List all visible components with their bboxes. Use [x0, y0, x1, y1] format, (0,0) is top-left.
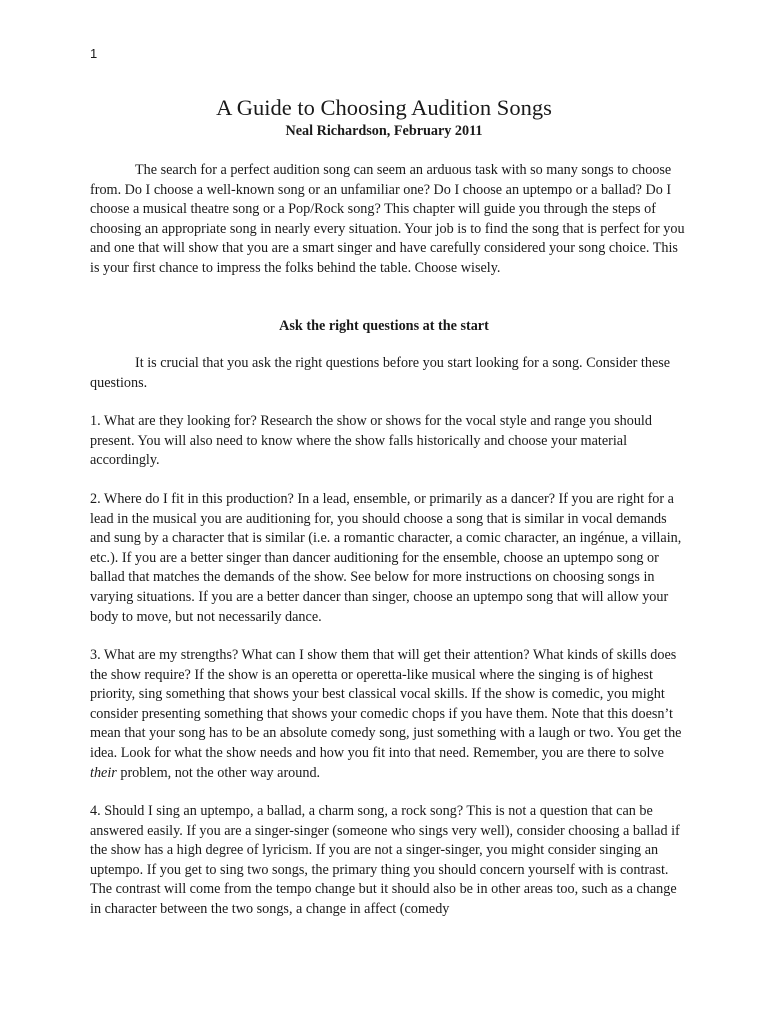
question-3-emphasis: their [90, 764, 117, 781]
page-number: 1 [90, 46, 98, 61]
intro-paragraph: The search for a perfect audition song can seem an arduous task with so many songs to choose from. Do I choose a well-known song or an unfamiliar one? Do I choose an uptempo or a ballad? Do I choose a musical theatre song or a Pop/Rock song? This chapter will guide you through the steps of choosing an appropriate song in nearly every situation. Your job is to find the song that is perfect for you and one that will show that you are a smart singer and have carefully considered your song choice. This is your first chance to impress the folks behind the table. Choose wisely. [90, 162, 685, 276]
question-2-paragraph: 2. Where do I fit in this production? In a lead, ensemble, or primarily as a dancer? If you are right for a lead in the musical you are auditioning for, you should choose a song that is similar in vocal demands and sung by a character that is similar (i.e. a romantic character, a comic character, an ingénue, a villain, etc.). If you are a better singer than dancer auditioning for the ensemble, choose an uptempo song or ballad that matches the demands of the show. See below for more instructions on choosing songs in varying situations. If you are a better dancer than singer, choose an uptempo song that will allow your body to move, but not necessarily dance. [90, 491, 682, 625]
author-byline: Neal Richardson, February 2011 [285, 123, 483, 139]
question-3-paragraph [90, 646, 690, 783]
question-3-text-start: 3. What are my strengths? What can I show them that will get their attention? What kinds of skills does the show require? If the show is an operetta or operetta-like musical where the singing is of highest priority, sing something that shows your best classical vocal skills. If the show is comedic, you might consider presenting something that shows your comedic chops if you have them. Note that this doesn’t mean that your song has to be an absolute comedy song, just something with a laugh or two. You get the idea. Look for what the show needs and how you fit into that need. Remember, you are there to solve [90, 647, 682, 761]
question-1-paragraph: 1. What are they looking for? Research the show or shows for the vocal style and range you should present. You will also need to know where the show falls historically and choose your material accordingly. [90, 413, 652, 469]
section-intro-paragraph: It is crucial that you ask the right questions before you start looking for a song. Consider these questions. [90, 355, 671, 391]
section-heading: Ask the right questions at the start [279, 318, 489, 334]
document-title: A Guide to Choosing Audition Songs [216, 95, 552, 120]
question-4-paragraph: 4. Should I sing an uptempo, a ballad, a charm song, a rock song? This is not a question that can be answered easily. If you are a singer-singer (someone who sings very well), consider choosing a ballad if the show has a high degree of lyricism. If you are not a singer-singer, you might consider singing an uptempo. If you get to sing two songs, the primary thing you should concern yourself with is contrast. The contrast will come from the tempo change but it should also be in other areas too, such as a change in character between the two songs, a change in affect (comedy [90, 803, 680, 917]
question-3-text-end: problem, not the other way around. [116, 764, 321, 781]
